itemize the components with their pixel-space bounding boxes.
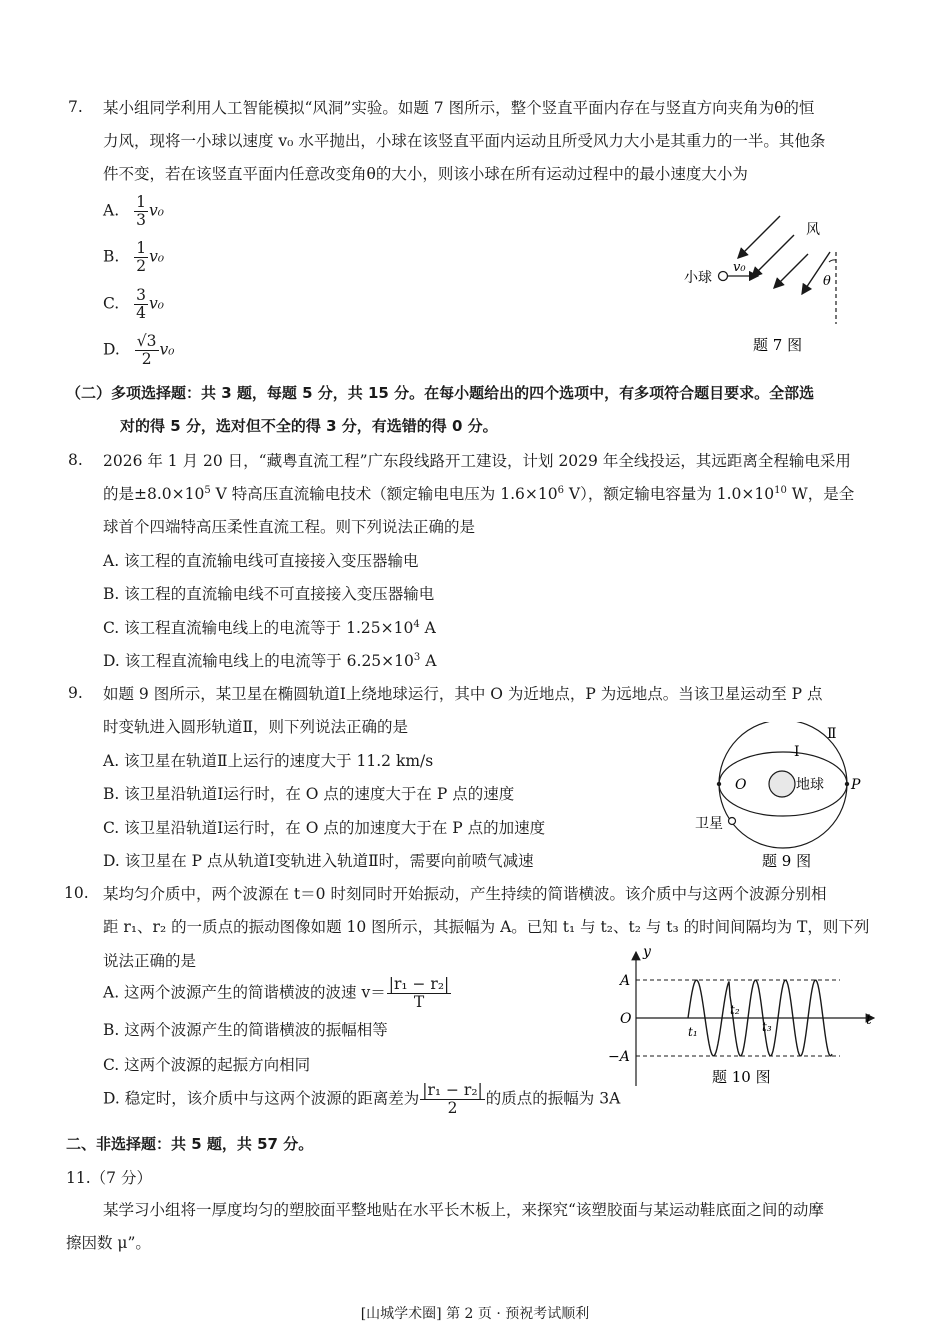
q10-option-c[interactable]: C. 这两个波源的起振方向相同	[103, 1056, 311, 1074]
neg-a-label: −A	[608, 1049, 630, 1065]
wind-label: 风	[806, 222, 820, 238]
earth-icon	[769, 771, 795, 797]
q8-option-b[interactable]: B. 该工程的直流输电线不可直接接入变压器输电	[103, 585, 435, 603]
page-footer: [山城学术圈] 第 2 页 · 预祝考试顺利	[360, 1306, 590, 1322]
y-axis-label: y	[643, 946, 651, 960]
q7-option-c-fraction: $\frac{3}{4}$	[136, 286, 147, 322]
t1-label: t₁	[688, 1025, 698, 1039]
orbit-1-label: Ⅰ	[794, 744, 800, 760]
v0-label: v₀	[733, 260, 746, 275]
section-multi-choice-line1: （二）多项选择题：共 3 题，每题 5 分，共 15 分。在每小题给出的四个选项中，有多项符合题目要求。全部选	[66, 384, 815, 402]
q10-option-a-fraction: $\frac{\text{|r₁ − r₂|}}{T}$	[388, 975, 450, 1011]
q7-option-a-fraction: $\frac{1}{3}$	[136, 193, 146, 229]
point-p	[845, 782, 849, 786]
q10-option-d-fraction: $\frac{\text{|r₁ − r₂|}}{2}$	[422, 1081, 483, 1117]
ball-icon	[719, 272, 728, 281]
q7-option-d-fraction: $\frac{√3}{2}$	[136, 332, 157, 368]
q7-text-line1: 某小组同学利用人工智能模拟“风洞”实验。如题 7 图所示，整个竖直平面内存在与竖直方向夹角为θ的恒	[103, 99, 815, 117]
q7-number: 7.	[68, 98, 83, 116]
t2-label: t₂	[730, 1003, 740, 1017]
figure-10-caption: 题 10 图	[712, 1068, 771, 1086]
q10-text-line3: 说法正确的是	[103, 952, 197, 970]
q7-option-b-fraction: $\frac{1}{2}$	[136, 239, 147, 275]
q10-text-line2: 距 r₁、r₂ 的一质点的振动图像如题 10 图所示，其振幅为 A。已知 t₁ 与 t₂、t₂ 与 t₃ 的时间间隔均为 T，则下列	[103, 918, 870, 936]
figure-10	[600, 946, 885, 1092]
figure-7-caption: 题 7 图	[753, 336, 803, 354]
point-o	[717, 782, 721, 786]
orbit-2-label: Ⅱ	[827, 726, 837, 742]
ball-label: 小球	[684, 270, 712, 286]
q8-option-c[interactable]: C. 该工程直流输电线上的电流等于 $1.25\times 10^4$ A	[103, 618, 436, 637]
q7-text-line2: 力风，现将一小球以速度 v₀ 水平抛出，小球在该竖直平面内运动且所受风力大小是其重力的一半。其他条	[103, 132, 826, 150]
q8-option-d[interactable]: D. 该工程直流输电线上的电流等于 $6.25\times 10^3$ A	[103, 651, 437, 670]
q9-option-d[interactable]: D. 该卫星在 P 点从轨道Ⅰ变轨进入轨道Ⅱ时，需要向前喷气减速	[103, 852, 534, 870]
q7-option-a[interactable]: A. $\frac{1}{3}$ v₀	[103, 193, 164, 229]
origin-label: O	[620, 1011, 632, 1027]
q9-option-c[interactable]: C. 该卫星沿轨道Ⅰ运行时，在 O 点的加速度大于在 P 点的加速度	[103, 819, 546, 837]
q9-number: 9.	[68, 684, 83, 702]
q7-option-c[interactable]: C. $\frac{3}{4}$ v₀	[103, 286, 165, 322]
earth-label: 地球	[796, 777, 824, 793]
satellite-icon	[729, 818, 736, 825]
q9-option-b[interactable]: B. 该卫星沿轨道Ⅰ运行时，在 O 点的速度大于在 P 点的速度	[103, 785, 515, 803]
figure-9-caption: 题 9 图	[762, 852, 812, 870]
q9-text-line1: 如题 9 图所示，某卫星在椭圆轨道Ⅰ上绕地球运行，其中 O 为近地点，P 为远地点。当该卫星运动至 P 点	[103, 685, 823, 703]
theta-arc	[829, 260, 836, 262]
q11-number: 11.（7 分）	[66, 1169, 152, 1187]
q7-option-b[interactable]: B. $\frac{1}{2}$ v₀	[103, 239, 165, 275]
q10-text-line1: 某均匀介质中，两个波源在 t＝0 时刻同时开始振动，产生持续的简谐横波。该介质中与这两个波源分别相	[103, 885, 827, 903]
a-label: A	[620, 973, 631, 989]
q7-text-line3: 件不变，若在该竖直平面内任意改变角θ的大小，则该小球在所有运动过程中的最小速度大小为	[103, 165, 748, 183]
q8-text-line3: 球首个四端特高压柔性直流工程。则下列说法正确的是	[103, 518, 476, 536]
section-non-choice-title: 二、非选择题：共 5 题，共 57 分。	[66, 1135, 314, 1153]
o-label: O	[735, 777, 747, 793]
q7-option-d[interactable]: D. $\frac{√3}{2}$ v₀	[103, 332, 175, 368]
section-multi-choice-line2: 对的得 5 分，选对但不全的得 3 分，有选错的得 0 分。	[120, 417, 498, 435]
q8-text-line2: 的是$\pm 8.0\times 10^5$ V 特高压直流输电技术（额定输电电压为 $1.6\times 10^6$ V），额定输电容量为 $1.0\times 10^{10}$ W，是全	[103, 484, 855, 503]
t-axis-label: t	[866, 1012, 872, 1028]
satellite-label: 卫星	[695, 816, 723, 832]
t3-label: t₃	[762, 1020, 772, 1034]
theta-label: θ	[823, 274, 831, 289]
q8-text-line1: 2026 年 1 月 20 日，“藏粤直流工程”广东段线路开工建设，计划 2029 年全线投运，其远距离全程输电采用	[103, 452, 851, 470]
q11-text-line1: 某学习小组将一厚度均匀的塑胶面平整地贴在水平长木板上，来探究“该塑胶面与某运动鞋底面之间的动摩	[103, 1201, 824, 1219]
wind-arrow-2	[752, 235, 794, 277]
q11-text-line2: 擦因数 μ”。	[66, 1234, 151, 1252]
figure-7	[680, 212, 850, 362]
q8-option-a[interactable]: A. 该工程的直流输电线可直接接入变压器输电	[103, 552, 419, 570]
q9-text-line2: 时变轨进入圆形轨道Ⅱ，则下列说法正确的是	[103, 718, 409, 736]
q10-option-d[interactable]: D. 稳定时，该介质中与这两个波源的距离差为 $\frac{\text{|r₁ − r₂|}}{2}$ 的质点的振幅为 3A	[103, 1081, 621, 1117]
wind-arrow-1	[738, 216, 780, 258]
q10-option-b[interactable]: B. 这两个波源产生的简谐横波的振幅相等	[103, 1021, 388, 1039]
q9-option-a[interactable]: A. 该卫星在轨道Ⅱ上运行的速度大于 11.2 km/s	[103, 752, 434, 770]
figure-9	[690, 722, 870, 872]
wind-arrow-3	[774, 254, 808, 288]
p-label: P	[851, 777, 861, 793]
q10-number: 10.	[64, 884, 89, 902]
q8-number: 8.	[68, 451, 83, 469]
q10-option-a[interactable]: A. 这两个波源产生的简谐横波的波速 v＝ $\frac{\text{|r₁ − r₂|}}{T}$	[103, 975, 450, 1011]
